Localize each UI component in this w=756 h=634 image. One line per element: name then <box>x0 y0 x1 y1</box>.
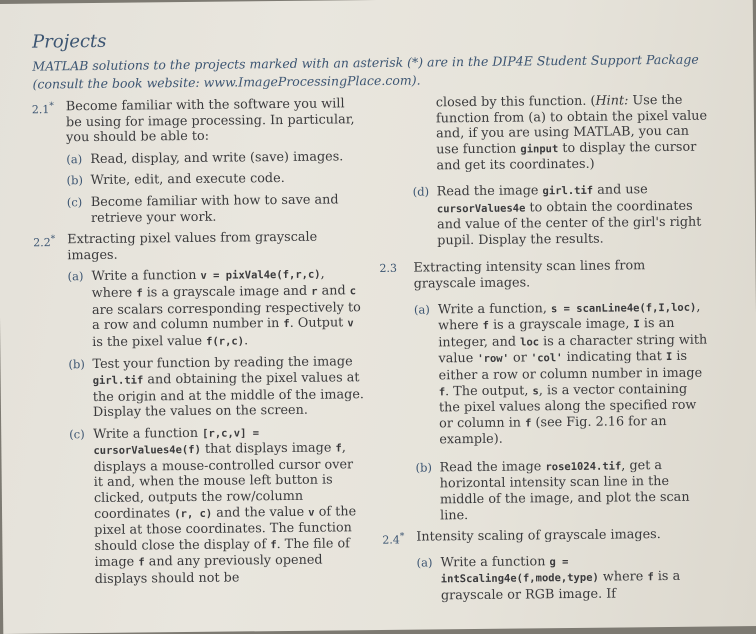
project-number: 2.4* <box>382 531 405 547</box>
subitem-label: (a) <box>413 301 430 317</box>
subitem-label: (c) <box>69 426 85 441</box>
subitem-a: (a) Write a function v = pixVal4e(f,r,c), where f is a grayscale image and r and c are scalars corresponding respectively to a row and column number in f. Output v is the pixel value f(r,c). <box>67 266 361 350</box>
subitem-a: (a) Write a function g = intScaling4e(f,mode,type) where f is a grayscale or RGB image. If <box>416 554 681 604</box>
project-2-4 <box>382 527 713 605</box>
left-column <box>32 96 367 594</box>
project-title: Extracting intensity scan lines from grayscale images. <box>413 258 646 292</box>
right-column <box>378 93 713 611</box>
project-2-2 <box>33 229 367 588</box>
subitem-label: (a) <box>66 151 83 167</box>
subitem-label: (a) <box>67 269 84 284</box>
subitem-a: (a) Write a function, s = scanLine4e(f,I,loc), where f is a grayscale image, I is an integer, and loc is a character string with value 'row' or 'col' indicating that I is either a row or column number in image f. The output, s, is a vector containing the pixel values along the specified row or column in f (see Fig. 2.16 for an example). <box>413 299 708 448</box>
project-number: 2.1* <box>31 101 54 117</box>
intro-paragraph: MATLAB solutions to the projects marked with an asterisk (*) are in the DIP4E Student Support Package (consult the book website: www.ImageProcessingPlace.com). <box>32 51 699 92</box>
subitem-label: (b) <box>66 173 83 188</box>
subitem-c <box>67 192 363 226</box>
subitem-label: (b) <box>415 460 433 475</box>
subitem-a <box>66 149 362 168</box>
project-2-1 <box>32 96 363 227</box>
subitem-b: (b) Test your function by reading the image girl.tif and obtaining the pixel values at the origin and at the middle of the image. Display the values on the screen. <box>68 354 365 421</box>
project-title: Become familiar with the software you will be using for image processing. In particular, you should be able to: <box>65 96 355 146</box>
subitem-label: (a) <box>416 555 433 570</box>
subitem-text: Read, display, and write (save) images. <box>90 149 344 167</box>
page-heading: Projects <box>32 30 107 53</box>
subitem-text: Write, edit, and execute code. <box>90 171 285 189</box>
subitem-d: (d) Read the image girl.tif and use cursorValues4e to obtain the coordinates and value of the center of the girl's right pupil. Display the results. <box>412 182 702 249</box>
subitem-label: (d) <box>412 184 430 199</box>
project-2-2-c-continuation: closed by this function. (Hint: Use the function from (a) to obtain the pixel value and, if you are using MATLAB, you can use function ginput to display the cursor and get its coordinates.) <box>435 92 708 174</box>
subitem-b <box>67 171 363 190</box>
subitem-text: Become familiar with how to save and retrieve your work. <box>90 192 339 226</box>
project-title: Extracting pixel values from grayscale images. <box>67 229 318 263</box>
subitem-c: (c) Write a function [r,c,v] = cursorValues4e(f) that displays image f, displays a mouse-controlled cursor over it and, when the mouse left button is clicked, outputs the row/column coordinates (r, c) and the value v of the pixel at those coordinates. The function should close the display of f. The file of image f and any previously opened displays should not be <box>69 425 357 588</box>
project-number: 2.2* <box>33 234 56 250</box>
project-2-3 <box>379 258 712 524</box>
subitem-label: (c) <box>66 195 83 210</box>
subitem-label: (b) <box>68 357 85 372</box>
project-title: Intensity scaling of grayscale images. <box>416 527 661 545</box>
project-number: 2.3 <box>379 262 398 276</box>
subitem-b: (b) Read the image rose1024.tif, get a horizontal intensity scan line in the middle of the image, and plot the scan line. <box>415 457 690 524</box>
